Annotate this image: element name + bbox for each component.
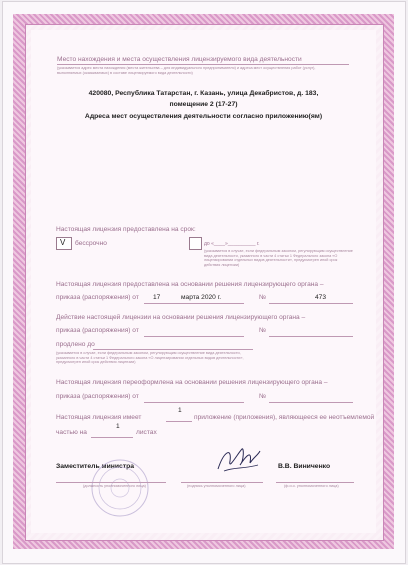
underline (144, 336, 244, 337)
grant-date-day: 17 (153, 294, 161, 301)
license-page (3, 2, 405, 563)
underline (181, 482, 263, 483)
term-indefinite: бессрочно (75, 240, 107, 247)
extend-label: Действие настоящей лицензии на основании решения лицензирующего органа – (56, 314, 306, 321)
address-line: помещение 2 (17-27) (169, 101, 238, 108)
address-line: 420080, Республика Татарстан, г. Казань, улица Декабристов, д. 183, (88, 90, 319, 97)
reissue-number-label: № (259, 393, 267, 400)
grant-label: Настоящая лицензия предоставлена на основании решения лицензирующего органа – (56, 281, 324, 288)
term-note: (указывается в случае, если федеральным законом, регулирующим осуществление вида деятельности, указанного в части 4 статьи 1 Федерального закона «О лицензировании отдельных видов деятельности», предусмотрен иной срок действия лицензии) (204, 249, 353, 267)
underline (56, 482, 166, 483)
term-indefinite-checkbox[interactable] (56, 237, 72, 250)
extended-until: продлено до (56, 341, 95, 348)
caption-name: (ф.и.о. уполномоченного лица) (284, 484, 339, 488)
term-until: до «____»__________ г. (204, 241, 260, 247)
extend-order: приказа (распоряжения) от (56, 327, 139, 334)
reissue-order: приказа (распоряжения) от (56, 393, 139, 400)
underline (269, 303, 353, 304)
underline (93, 349, 253, 350)
location-note: (указывается адрес места нахождения (места жительства – для индивидуального предпринимателя) и адреса мест осуществления работ (услуг), (57, 66, 316, 70)
grant-date: марта 2020 г. (181, 294, 222, 301)
grant-number-label: № (259, 294, 267, 301)
underline (144, 402, 244, 403)
underline (144, 303, 244, 304)
underline (276, 482, 354, 483)
document-body (31, 30, 376, 533)
caption-signature: (подпись уполномоченного лица) (187, 484, 246, 488)
extend-note: (указывается в случае, если федеральным законом, регулирующим осуществление вида деятельности, указанного в части 4 статьи 1 Федерального закона «О лицензировании отдельных видов деятельности», предусмотрен иной срок действия лицензии) (56, 351, 244, 365)
term-until-checkbox[interactable] (189, 237, 202, 250)
part-prefix: частью на (56, 429, 87, 436)
underline (166, 421, 192, 422)
address-line: Адреса мест осуществления деятельности согласно приложению(ям) (84, 113, 323, 120)
grant-order: приказа (распоряжения) от (56, 294, 139, 301)
check-mark: V (60, 238, 66, 247)
attach-suffix: приложение (приложения), являющееся ее неотъемлемой (194, 414, 375, 421)
extend-number-label: № (259, 327, 267, 334)
part-suffix: листах (136, 429, 157, 436)
reissue-label: Настоящая лицензия переоформлена на основании решения лицензирующего органа – (56, 379, 328, 386)
grant-number: 473 (315, 294, 327, 301)
underline (91, 437, 133, 438)
signer-name: В.В. Виниченко (278, 463, 331, 470)
attach-prefix: Настоящая лицензия имеет (56, 414, 142, 421)
underline (269, 402, 353, 403)
divider (57, 64, 349, 65)
signer-title: Заместитель министра (56, 463, 135, 470)
signature-mark (214, 443, 264, 477)
location-note: выполняемых (оказываемых) в составе лицензируемого вида деятельности) (57, 71, 193, 75)
term-label: Настоящая лицензия предоставлена на срок: (56, 226, 196, 233)
part-count: 1 (116, 423, 120, 430)
location-header: Место нахождения и места осуществления лицензируемого вида деятельности (57, 56, 302, 63)
attach-count: 1 (178, 407, 182, 414)
underline (269, 336, 353, 337)
caption-position: (должность уполномоченного лица) (83, 484, 146, 488)
